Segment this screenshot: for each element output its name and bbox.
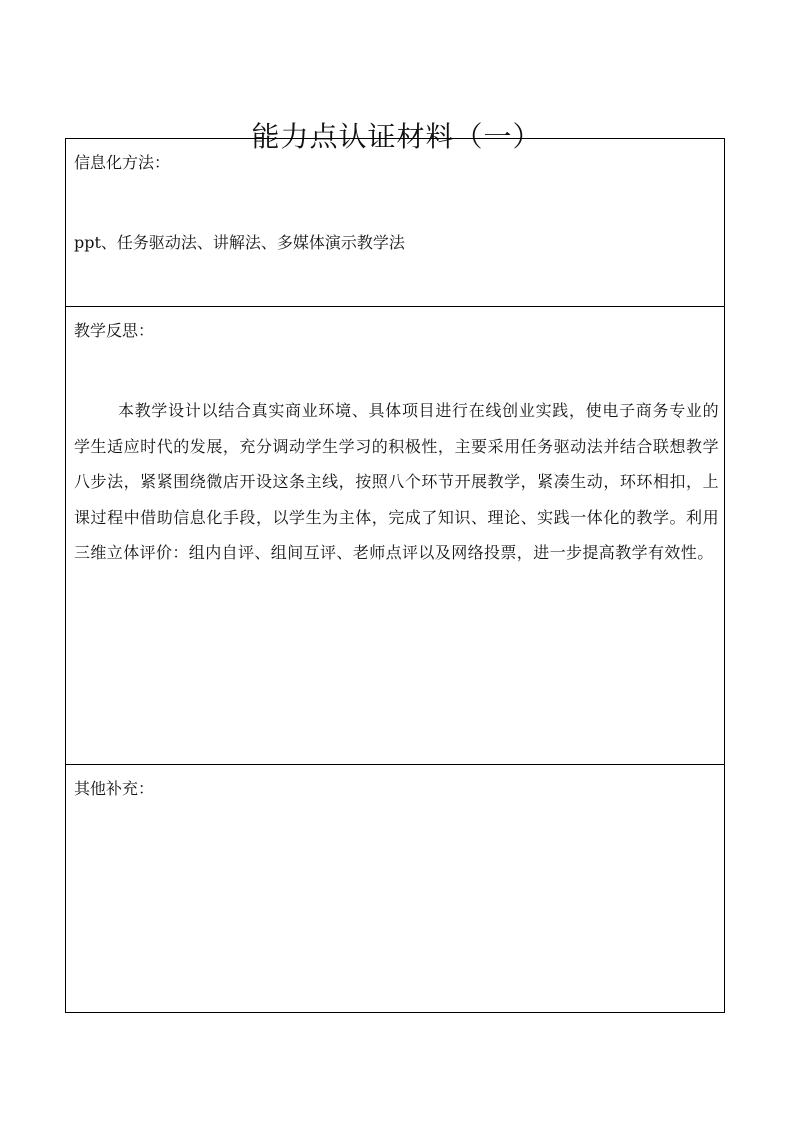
section-informatization-methods bbox=[66, 139, 724, 306]
reflection-label: 教学反思： bbox=[74, 321, 155, 340]
reflection-content: 本教学设计以结合真实商业环境、具体项目进行在线创业实践，使电子商务专业的学生适应时代的发展，充分调动学生学习的积极性，主要采用任务驱动法并结合联想教学八步法，紧紧围绕微店开设这条主线，按照八个环节开展教学，紧凑生动，环环相扣，上课过程中借助信息化手段，以学生为主体，完成了知识、理论、实践一体化的教学。利用三维立体评价：组内自评、组间互评、老师点评以及网络投票，进一步提高教学有效性。 bbox=[74, 401, 719, 562]
section-teaching-reflection bbox=[66, 306, 724, 764]
page-title: 能力点认证材料（一） bbox=[251, 119, 542, 153]
methods-content: ppt、任务驱动法、讲解法、多媒体演示教学法 bbox=[74, 233, 405, 252]
section-other-supplements bbox=[66, 764, 724, 1012]
other-label: 其他补充： bbox=[74, 779, 155, 798]
certification-form-table bbox=[65, 138, 725, 1013]
methods-label: 信息化方法： bbox=[74, 153, 171, 172]
